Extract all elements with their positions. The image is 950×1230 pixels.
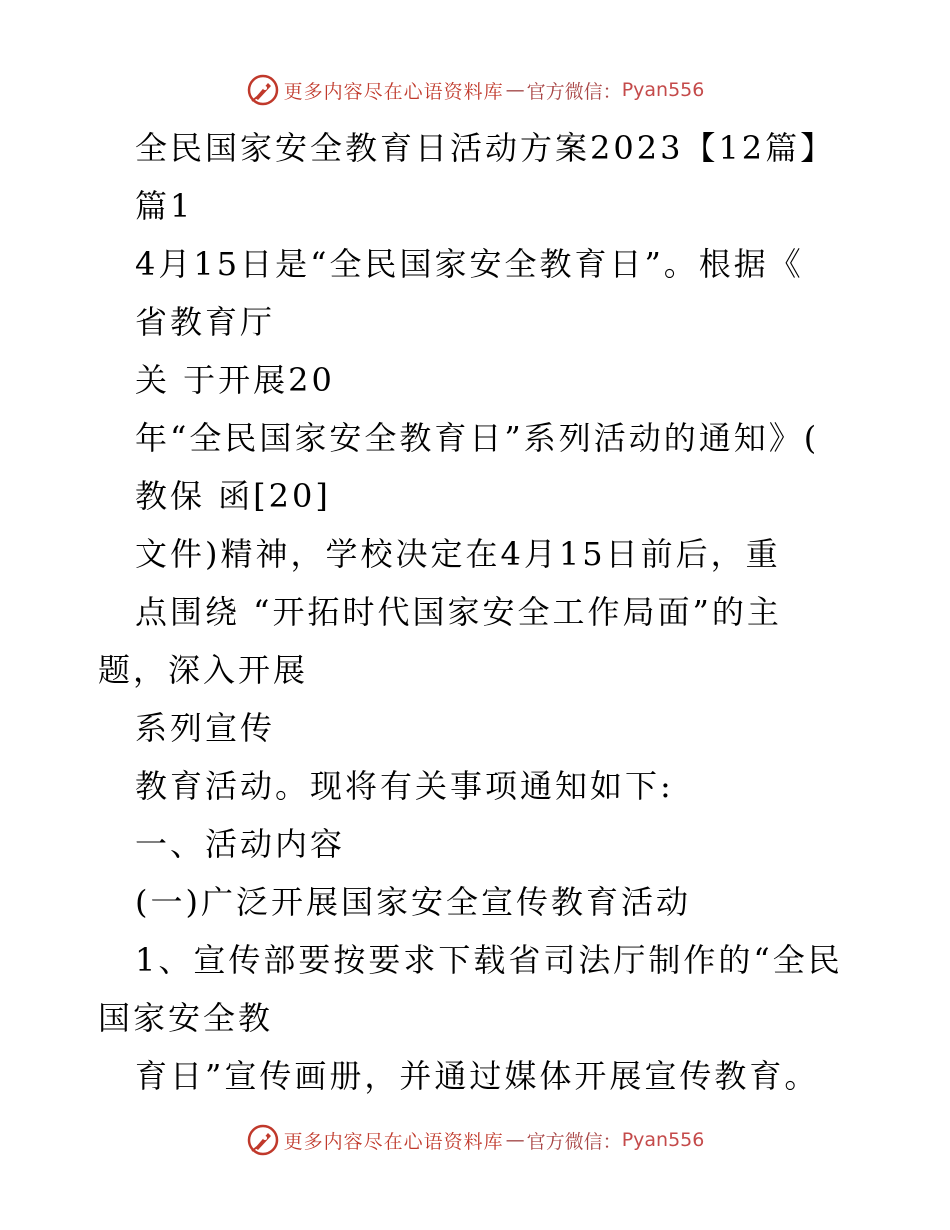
watermark-sub-text: 官方微信：: [526, 1130, 622, 1153]
watermark-main-text: 更多内容尽在心语资料库: [283, 80, 504, 103]
paragraph-line: 育日”宣传画册，并通过媒体开展宣传教育。: [135, 1057, 820, 1095]
pen-nib-logo-icon: [246, 1123, 280, 1157]
watermark-dash: —: [505, 79, 525, 101]
paragraph-line: 教育活动。现将有关事项通知如下:: [135, 767, 674, 805]
paragraph-line: 国家安全教: [98, 999, 274, 1037]
watermark-dash: —: [505, 1129, 525, 1151]
document-title: 全民国家安全教育日活动方案2023【12篇】: [135, 129, 836, 167]
section-heading: 篇1: [135, 187, 194, 225]
paragraph-line: 文件)精神，学校决定在4月15日前后，重: [135, 535, 781, 573]
section-heading: 一、活动内容: [135, 825, 346, 863]
watermark-footer: [0, 1120, 950, 1160]
paragraph-line: 4月15日是“全民国家安全教育日”。根据《: [135, 245, 804, 283]
paragraph-line: 系列宣传: [135, 709, 276, 747]
watermark-main-text: 更多内容尽在心语资料库: [283, 1130, 504, 1153]
watermark-wechat-id: Pyan556: [621, 79, 705, 101]
paragraph-line: 教保 函[20]: [135, 477, 331, 515]
subsection-heading: (一)广泛开展国家安全宣传教育活动: [135, 883, 691, 921]
paragraph-line: 关 于开展20: [135, 361, 335, 399]
paragraph-line: 点围绕 “开拓时代国家安全工作局面”的主: [135, 593, 782, 631]
pen-nib-logo-icon: [246, 73, 280, 107]
paragraph-line: 1、宣传部要按要求下载省司法厅制作的“全民: [135, 941, 843, 979]
watermark-header: [0, 70, 950, 110]
watermark-sub-text: 官方微信：: [526, 80, 622, 103]
paragraph-line: 题，深入开展: [98, 651, 309, 689]
paragraph-line: 年“全民国家安全教育日”系列活动的通知》(: [135, 419, 820, 457]
watermark-wechat-id: Pyan556: [621, 1129, 705, 1151]
paragraph-line: 省教育厅: [135, 303, 276, 341]
